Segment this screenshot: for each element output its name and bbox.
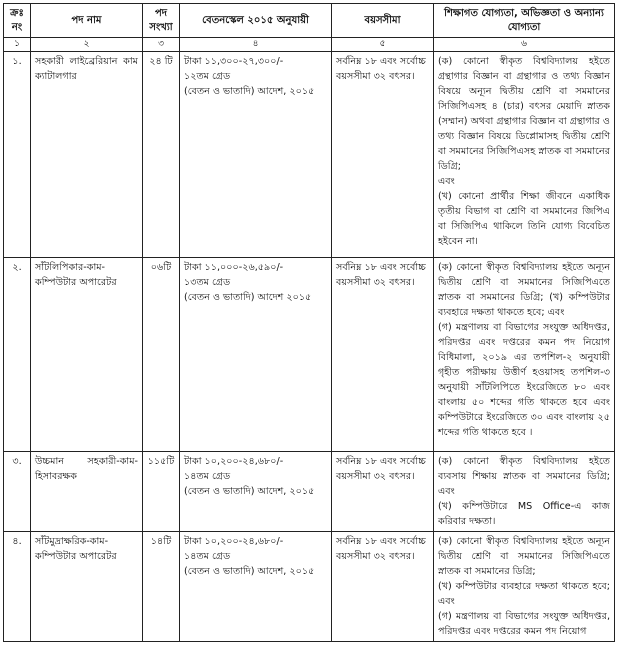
pay-amount: টাকা ১০,২০০-২৪,৬৮০/-: [184, 456, 284, 467]
post-name-cell: সহকারী লাইব্রেরিয়ান কাম ক্যাটালগার: [31, 52, 143, 258]
age-limit-cell: সর্বনিম্ন ১৮ এবং সর্বোচ্চ বয়সসীমা ৩২ বৎসর।: [332, 452, 434, 532]
header-qualification: শিক্ষাগত যোগ্যতা, অভিজ্ঞতা ও অন্যান্য যোগ্যতা: [434, 4, 615, 38]
pay-grade: ১৪তম গ্রেড: [184, 471, 231, 482]
serial-cell: ১.: [4, 52, 31, 258]
qualification-item: (ক) কোনো স্বীকৃত বিশ্ববিদ্যালয় হইতে গ্রন্থাগার বিজ্ঞান বা গ্রন্থাগার ও তথ্য বিজ্ঞান বিষয়ে অন্যূন দ্বিতীয় শ্রেণি বা সমমানের সিজিপিএসহ ৪ (চার) বৎসর মেয়াদি স্নাতক (সম্মান) অথবা গ্রন্থাগার বিজ্ঞান বা গ্রন্থাগার ও তথ্য বিজ্ঞান বিষয়ে ডিপ্লোমাসহ দ্বিতীয় শ্রেণি বা সমমানের সিজিপিএসহ স্নাতক বা সমমানের ডিগ্রি;: [438, 56, 610, 172]
pay-amount: টাকা ১১,৩০০-২৭,৩০০/-: [184, 56, 284, 67]
serial-cell: ২.: [4, 258, 31, 452]
header-age-limit: বয়সসীমা: [332, 4, 434, 38]
pay-order: (বেতন ও ভাতাদি) আদেশ ২০১৫: [184, 292, 312, 303]
qualification-item: (গ) মন্ত্রণালয় বা বিভাগের সংযুক্ত অধিদপ্তর, পরিদপ্তর এবং দপ্তরের কমন পদ নিয়োগ: [438, 611, 610, 637]
qualification-item: (খ) কম্পিউটারে MS Office-এ কাজ করিবার দক্ষতা।: [438, 501, 610, 527]
qualification-item: (খ) কম্পিউটার ব্যবহারে দক্ষতা থাকতে হবে; এবং: [438, 581, 610, 607]
post-count-cell: ১৪টি: [143, 532, 180, 642]
column-number: ২: [31, 38, 143, 52]
qualification-cell: [434, 52, 615, 258]
pay-order: (বেতন ও ভাতাদি) আদেশ, ২০১৫: [184, 566, 315, 577]
pay-scale-cell: [180, 258, 332, 452]
post-name-cell: উচ্চমান সহকারী-কাম- হিসাবরক্ষক: [31, 452, 143, 532]
qualification-item: এবং: [438, 176, 455, 187]
pay-scale-cell: [180, 532, 332, 642]
table-row: [4, 452, 615, 532]
header-serial: ক্রঃ নং: [4, 4, 31, 38]
age-limit-cell: সর্বনিম্ন ১৮ এবং সর্বোচ্চ বয়সসীমা ৩২ বৎসর।: [332, 258, 434, 452]
age-limit-cell: সর্বনিম্ন ১৮ এবং সর্বোচ্চ বয়সসীমা ৩২ বৎসর।: [332, 532, 434, 642]
qualification-item: (ক) কোনো স্বীকৃত বিশ্ববিদ্যালয় হইতে অন্যূন দ্বিতীয় শ্রেণি বা সমমানের সিজিপিএতে স্নাতক বা সমমানের ডিগ্রি; (খ) কম্পিউটার ব্যবহারে দক্ষতা থাকতে হবে; এবং: [438, 262, 610, 318]
pay-grade: ১৪তম গ্রেড: [184, 551, 231, 562]
post-name-cell: সাঁটলিপিকার-কাম-কম্পিউটার অপারেটর: [31, 258, 143, 452]
column-number: ৩: [143, 38, 180, 52]
header-row: [4, 4, 615, 38]
qualification-item: (গ) মন্ত্রণালয় বা বিভাগের সংযুক্ত অধিদপ্তর, পরিদপ্তর এবং দপ্তরের কমন পদ নিয়োগ বিধিমালা, ২০১৯ এর তপশিল-২ অনুযায়ী গৃহীত পরীক্ষায় উত্তীর্ণ হওয়াসহ তপশিল-৩ অনুযায়ী সাঁটলিপিতে ইংরেজিতে ৮০ এবং বাংলায় ৫০ শব্দের গতি থাকতে হবে এবং কম্পিউটারে ইংরেজিতে ৩০ এবং বাংলায় ২৫ শব্দের গতি থাকতে হবে ।: [438, 322, 610, 438]
qualification-item: (ক) কোনো স্বীকৃত বিশ্ববিদ্যালয় হইতে অন্যূন দ্বিতীয় শ্রেণি বা সমমানের সিজিপিএতে স্নাতক বা সমমানের ডিগ্রি;: [438, 536, 610, 577]
table-row: [4, 532, 615, 642]
pay-scale-cell: [180, 452, 332, 532]
qualification-item: (খ) কোনো প্রার্থীর শিক্ষা জীবনে একাধিক তৃতীয় বিভাগ বা শ্রেণি বা সমমানের জিপিএ বা সিজিপিএ থাকিলে তিনি যোগ্য বিবেচিত হইবেন না।: [438, 191, 610, 247]
qualification-cell: [434, 532, 615, 642]
header-pay-scale: বেতনস্কেল ২০১৫ অনুযায়ী: [180, 4, 332, 38]
pay-order: (বেতন ও ভাতাদি) আদেশ, ২০১৫: [184, 86, 315, 97]
pay-amount: টাকা ১১,০০০-২৬,৫৯০/-: [184, 262, 284, 273]
qualification-cell: [434, 258, 615, 452]
qualification-cell: [434, 452, 615, 532]
header-post-count: পদ সংখ্যা: [143, 4, 180, 38]
column-number: ৬: [434, 38, 615, 52]
recruitment-table: [3, 3, 615, 642]
serial-cell: ৪.: [4, 532, 31, 642]
pay-order: (বেতন ও ভাতাদি) আদেশ, ২০১৫: [184, 486, 315, 497]
pay-amount: টাকা ১০,২০০-২৪,৬৮০/-: [184, 536, 284, 547]
pay-grade: ১৩তম গ্রেড: [184, 277, 231, 288]
serial-cell: ৩.: [4, 452, 31, 532]
post-count-cell: ২৪ টি: [143, 52, 180, 258]
column-number-row: [4, 38, 615, 52]
pay-scale-cell: [180, 52, 332, 258]
age-limit-cell: সর্বনিম্ন ১৮ এবং সর্বোচ্চ বয়সসীমা ৩২ বৎসর।: [332, 52, 434, 258]
post-name-cell: সাঁটমুদ্রাক্ষরিক-কাম-কম্পিউটার অপারেটর: [31, 532, 143, 642]
table-row: [4, 258, 615, 452]
column-number: ৫: [332, 38, 434, 52]
post-count-cell: ০৬টি: [143, 258, 180, 452]
post-count-cell: ১১৫টি: [143, 452, 180, 532]
qualification-item: (ক) কোনো স্বীকৃত বিশ্ববিদ্যালয় হইতে ব্যবসায় শিক্ষায় স্নাতক বা সমমানের ডিগ্রি; এবং: [438, 456, 610, 497]
pay-grade: ১২তম গ্রেড: [184, 71, 231, 82]
header-post-name: পদ নাম: [31, 4, 143, 38]
table-row: [4, 52, 615, 258]
column-number: ৪: [180, 38, 332, 52]
column-number: ১: [4, 38, 31, 52]
